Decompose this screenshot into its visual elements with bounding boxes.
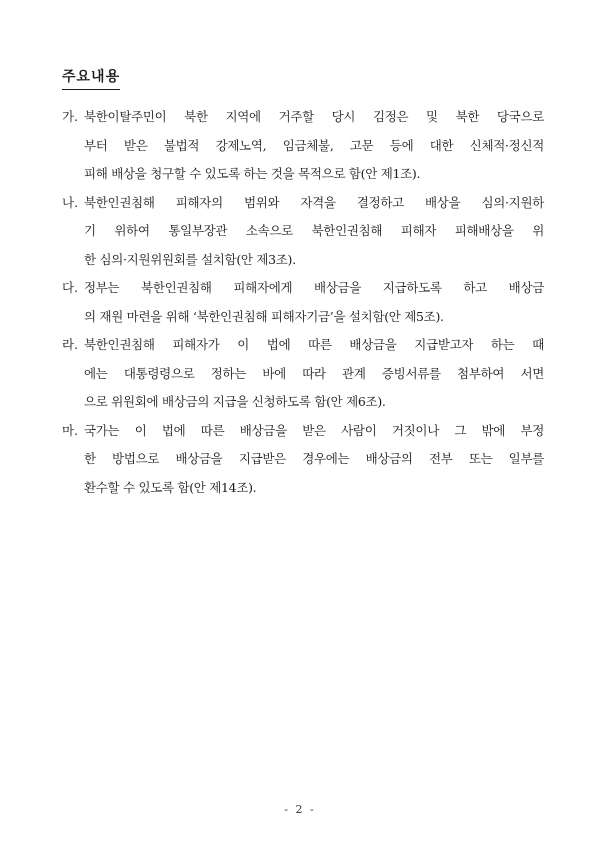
item-line: 기 위하여 통일부장관 소속으로 북한인권침해 피해자 피해배상을 위 — [84, 223, 544, 238]
list-item — [62, 103, 544, 189]
item-marker: 다. — [62, 280, 79, 295]
item-line: 북한인권침해 피해자가 이 법에 따른 배상금을 지급받고자 하는 때 — [84, 337, 544, 352]
item-line: 한 방법으로 배상금을 지급받은 경우에는 배상금의 전부 또는 일부를 — [84, 451, 544, 466]
item-line: 에는 대통령령으로 정하는 바에 따라 관계 증빙서류를 첨부하여 서면 — [84, 365, 544, 381]
page-number: - 2 - — [284, 803, 316, 816]
item-line: 북한인권침해 피해자의 범위와 자격을 결정하고 배상을 심의·지원하 — [84, 194, 544, 210]
content-list — [62, 103, 544, 502]
item-text — [84, 417, 544, 503]
item-text — [84, 103, 544, 189]
item-line: 북한이탈주민이 북한 지역에 거주할 당시 김정은 및 북한 당국으로 — [84, 109, 544, 124]
item-marker: 라. — [62, 337, 79, 352]
item-line: 부터 받은 불법적 강제노역, 임금체불, 고문 등에 대한 신체적·정신적 — [84, 137, 544, 153]
item-marker: 가. — [62, 109, 79, 124]
section-title: 주요내용 — [62, 68, 120, 90]
item-marker: 나. — [62, 194, 79, 210]
item-marker: 마. — [62, 422, 79, 438]
item-text — [84, 331, 544, 417]
item-line: 환수할 수 있도록 함(안 제14조). — [84, 479, 257, 495]
item-line: 피해 배상을 청구할 수 있도록 하는 것을 목적으로 함(안 제1조). — [84, 166, 421, 181]
list-item — [62, 274, 544, 331]
item-line: 한 심의·지원위원회를 설치함(안 제3조). — [84, 251, 296, 267]
list-item — [62, 189, 544, 275]
list-item — [62, 417, 544, 503]
item-text — [84, 189, 544, 275]
item-line: 으로 위원회에 배상금의 지급을 신청하도록 함(안 제6조). — [84, 394, 386, 409]
list-item — [62, 331, 544, 417]
item-line: 정부는 북한인권침해 피해자에게 배상금을 지급하도록 하고 배상금 — [84, 280, 544, 295]
item-text — [84, 274, 544, 331]
item-line: 의 재원 마련을 위해 ‘북한인권침해 피해자기금’을 설치함(안 제5조). — [84, 308, 444, 324]
item-line: 국가는 이 법에 따른 배상금을 받은 사람이 거짓이나 그 밖에 부정 — [84, 422, 544, 438]
